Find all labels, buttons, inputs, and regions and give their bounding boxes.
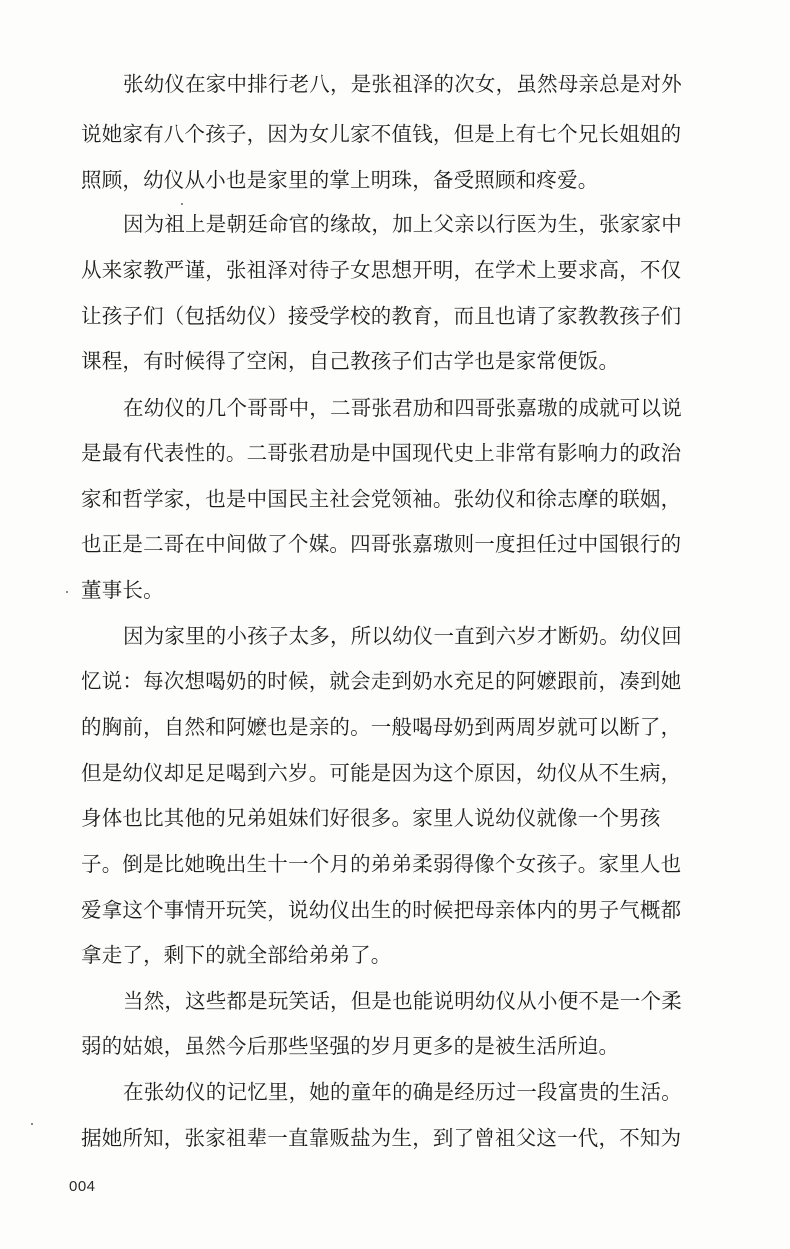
paragraph-6-line-1: 在张幼仪的记忆里，她的童年的确是经历过一段富贵的生活。 xyxy=(123,1080,682,1104)
paragraph-1-line-3: 照顾，幼仪从小也是家里的掌上明珠，备受照顾和疼爱。 xyxy=(81,168,599,192)
paragraph-3-line-3: 家和哲学家，也是中国民主社会党领袖。张幼仪和徐志摩的联姻， xyxy=(81,487,682,511)
paragraph-4-line-8: 拿走了，剩下的就全部给弟弟了。 xyxy=(81,943,392,967)
paragraph-2-line-2: 从来家教严谨，张祖泽对待子女思想开明，在学术上要求高，不仅 xyxy=(81,258,682,282)
paragraph-4-line-4: 但是幼仪却足足喝到六岁。可能是因为这个原因，幼仪从不生病， xyxy=(81,761,682,785)
paragraph-3-line-1: 在幼仪的几个哥哥中，二哥张君劢和四哥张嘉璈的成就可以说 xyxy=(123,396,682,420)
paragraph-5-line-2: 弱的姑娘，虽然今后那些坚强的岁月更多的是被生活所迫。 xyxy=(81,1034,620,1058)
paragraph-5-line-1: 当然，这些都是玩笑话，但是也能说明幼仪从小便不是一个柔 xyxy=(123,989,682,1013)
scan-speck xyxy=(31,1123,33,1125)
paragraph-3-line-4: 也正是二哥在中间做了个媒。四哥张嘉璈则一度担任过中国银行的 xyxy=(81,532,682,556)
paragraph-1-line-1: 张幼仪在家中排行老八，是张祖泽的次女，虽然母亲总是对外 xyxy=(123,72,682,96)
paragraph-1-line-2: 说她家有八个孩子，因为女儿家不值钱，但是上有七个兄长姐姐的 xyxy=(81,122,682,146)
paragraph-4-line-6: 子。倒是比她晚出生十一个月的弟弟柔弱得像个女孩子。家里人也 xyxy=(81,852,682,876)
scan-speck xyxy=(66,591,68,593)
paragraph-3-line-5: 董事长。 xyxy=(81,578,164,602)
page-number: 004 xyxy=(69,1178,96,1195)
paragraph-3-line-2: 是最有代表性的。二哥张君劢是中国现代史上非常有影响力的政治 xyxy=(81,441,682,465)
paragraph-2-line-3: 让孩子们（包括幼仪）接受学校的教育，而且也请了家教教孩子们 xyxy=(81,304,682,328)
paragraph-2-line-1: 因为祖上是朝廷命官的缘故，加上父亲以行医为生，张家家中 xyxy=(123,212,682,236)
paragraph-4-line-5: 身体也比其他的兄弟姐妹们好很多。家里人说幼仪就像一个男孩 xyxy=(81,806,661,830)
paragraph-4-line-1: 因为家里的小孩子太多，所以幼仪一直到六岁才断奶。幼仪回 xyxy=(123,624,682,648)
paragraph-4-line-3: 的胸前，自然和阿嬷也是亲的。一般喝母奶到两周岁就可以断了， xyxy=(81,715,682,739)
paragraph-4-line-2: 忆说：每次想喝奶的时候，就会走到奶水充足的阿嬷跟前，凑到她 xyxy=(81,669,682,693)
paragraph-4-line-7: 爱拿这个事情开玩笑，说幼仪出生的时候把母亲体内的男子气概都 xyxy=(81,898,682,922)
paragraph-2-line-4: 课程，有时候得了空闲，自己教孩子们古学也是家常便饭。 xyxy=(81,349,620,373)
paragraph-6-line-2: 据她所知，张家祖辈一直靠贩盐为生，到了曾祖父这一代，不知为 xyxy=(81,1126,682,1150)
scan-speck xyxy=(181,203,183,205)
